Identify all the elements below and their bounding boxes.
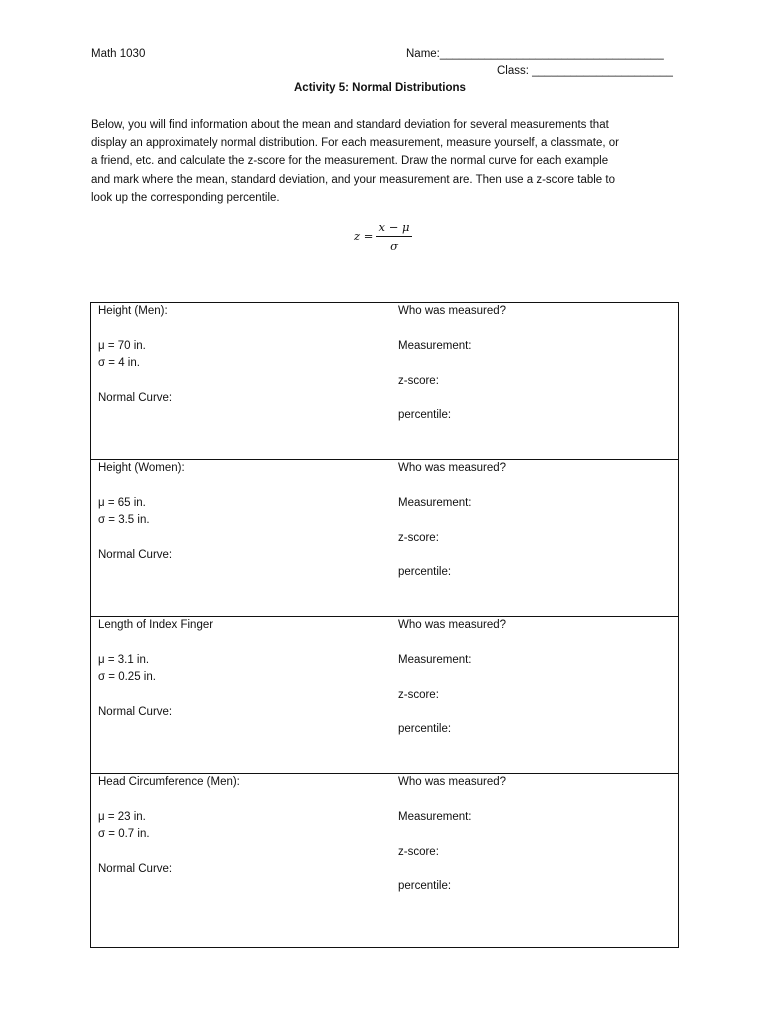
measurement-label: Measurement: [398,654,472,666]
formula-lhs: z = [354,229,374,243]
instruction-line: Below, you will find information about the mean and standard deviation for several measurements that [91,119,609,131]
name-field: Name:___________________________________ [406,48,664,60]
mean-value: μ = 65 in. [98,497,146,509]
fraction-bar [376,236,412,237]
measurement-label: Measurement: [398,811,472,823]
mean-value: μ = 70 in. [98,340,146,352]
document-title: Activity 5: Normal Distributions [294,82,466,94]
percentile-label: percentile: [398,880,452,892]
zscore-label: z-score: [398,846,439,858]
percentile-label: percentile: [398,723,452,735]
instructions [91,116,681,207]
instruction-line: a friend, etc. and calculate the z-score for the measurement. Draw the normal curve for each example [91,155,609,168]
who-label: Who was measured? [398,776,507,788]
mean-value: μ = 23 in. [98,811,146,823]
normal-curve-label: Normal Curve: [98,706,173,718]
zscore-label: z-score: [398,375,439,387]
formula-fraction [376,220,412,253]
zscore-label: z-score: [398,689,439,701]
mean-value: μ = 3.1 in. [98,654,150,666]
table-row [91,774,678,947]
instruction-line: display an approximately normal distribution. For each measurement, measure yourself, a classmate, or [91,137,619,150]
measurement-title: Height (Women): [98,462,185,474]
who-label: Who was measured? [398,305,507,317]
measurement-label: Measurement: [398,340,472,352]
table-row [91,460,678,617]
who-label: Who was measured? [398,462,507,474]
table-row [91,617,678,774]
normal-curve-label: Normal Curve: [98,392,173,404]
zscore-label: z-score: [398,532,439,544]
instruction-line: and mark where the mean, standard deviation, and your measurement are. Then use a z-score table to [91,173,615,186]
measurement-title: Head Circumference (Men): [98,776,240,788]
class-field: Class: ______________________ [497,65,673,77]
table-row [91,303,678,460]
instruction-line: look up the corresponding percentile. [91,191,280,204]
measurement-title: Length of Index Finger [98,619,214,631]
normal-curve-label: Normal Curve: [98,863,173,875]
measurement-title: Height (Men): [98,305,168,317]
formula-numerator: x − μ [378,220,410,234]
formula-denominator: σ [390,239,398,253]
sd-value: σ = 0.25 in. [98,671,156,683]
course-label: Math 1030 [91,48,146,60]
measurement-label: Measurement: [398,497,472,509]
who-label: Who was measured? [398,619,507,631]
sd-value: σ = 4 in. [98,357,140,369]
percentile-label: percentile: [398,409,452,421]
sd-value: σ = 0.7 in. [98,828,150,840]
measurement-table [90,302,679,948]
sd-value: σ = 3.5 in. [98,514,150,526]
percentile-label: percentile: [398,566,452,578]
normal-curve-label: Normal Curve: [98,549,173,561]
